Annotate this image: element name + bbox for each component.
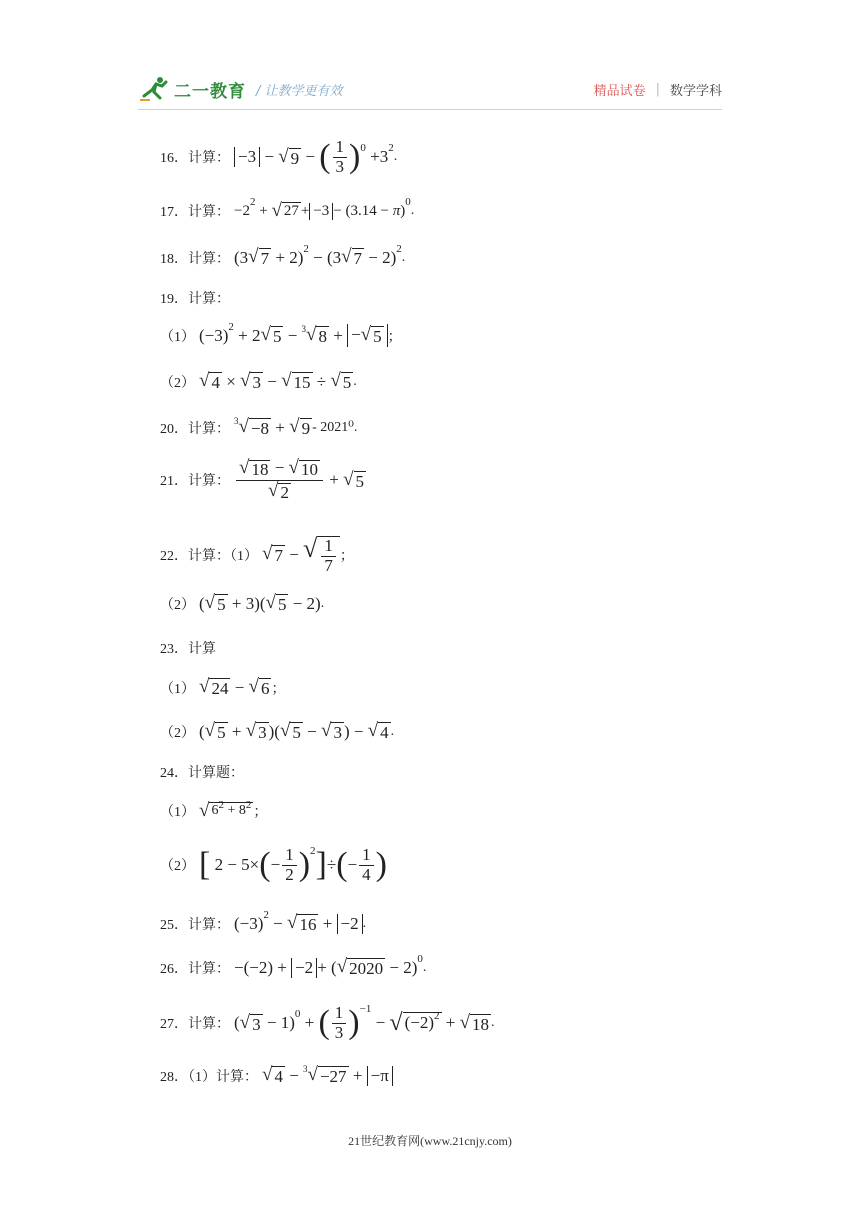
problem-19: [160, 288, 230, 308]
problem-tail: ；: [339, 548, 354, 564]
problem-19-part-1: [160, 320, 402, 347]
problem-tail: .: [410, 203, 415, 218]
math-expression: √ 4 − $^3$√ −27 + −π: [262, 1064, 393, 1087]
problem-18: [160, 242, 406, 269]
math-expression: −2 2 + √ 27 + −3 − (3.14 − π ) 0: [234, 196, 411, 221]
header-divider: [138, 109, 722, 110]
math-expression: (3 √ 7 + 2) 2 − (3 √ 7 − 2) 2: [234, 242, 402, 268]
problem-label: （2）: [160, 859, 195, 875]
problem-22-part-2: [160, 592, 324, 615]
problem-label: 19．计算：: [160, 292, 230, 307]
problem-label: 25．计算：: [160, 917, 230, 933]
problem-label: （2）: [160, 725, 195, 741]
tag-subject: 数学学科: [669, 84, 722, 99]
problem-label: 27．计算：: [160, 1017, 230, 1033]
problem-label: （2）: [160, 375, 195, 391]
problem-17: [160, 196, 415, 222]
problem-tail: ；: [253, 805, 268, 820]
problem-tail: - 2021⁰.: [312, 420, 358, 435]
problem-label: 23．计算: [160, 642, 216, 657]
problem-16: [160, 138, 397, 176]
problem-21: [160, 458, 366, 502]
problem-26: [160, 952, 427, 979]
problem-tail: .: [320, 595, 325, 611]
problem-label: 21．计算：: [160, 474, 230, 490]
problem-24-part-2: [160, 846, 387, 884]
page-footer: 21世纪教育网(www.21cnjy.com): [348, 1134, 512, 1148]
problem-25: [160, 908, 367, 935]
problem-23-part-2: [160, 720, 394, 743]
problem-27: [160, 1004, 495, 1042]
problem-label: （1）: [160, 805, 195, 820]
tag-separator: |: [655, 82, 660, 97]
problem-tail: .: [491, 1015, 495, 1031]
tag-quality-paper: 精品试卷: [593, 84, 646, 99]
math-expression: (−3) 2 + 2 √ 5 − $^3$√ 8 + − √ 5: [199, 324, 388, 347]
math-expression: √ 7 − √ $\frac{1}{7}$: [262, 534, 340, 575]
math-expression: ( √ 3 − 1) 0 + ( $\frac{1}{3}$ ) −1 − √ $(-2)^2$ + √ 18: [234, 1003, 490, 1042]
problem-label: 20．计算：: [160, 421, 230, 437]
problem-label: 26．计算：: [160, 961, 230, 977]
math-expression: (−3) 2 − √ 16 + −2: [234, 912, 363, 935]
math-expression: √ 24 − √ 6: [199, 676, 270, 698]
math-expression: ( √ 5 + √ 3 )( √ 5 − √ 3 ) − √ 4: [199, 720, 389, 742]
problem-label: （1）: [160, 681, 195, 697]
problem-22: [160, 534, 354, 575]
problem-label: 18．计算：: [160, 251, 230, 267]
problem-28: [160, 1064, 393, 1087]
problem-tail: .: [362, 915, 367, 931]
problem-tail: .: [353, 373, 357, 389]
logo: [138, 76, 343, 102]
runner-logo-icon: [138, 76, 172, 102]
header-tags: [594, 80, 722, 99]
math-expression: −(−2) + −2 + ( √ 2020 − 2) 0: [234, 952, 423, 978]
problem-tail: .: [401, 249, 406, 265]
math-expression: −3 − √ 9 − ( $\frac{1}{3}$ ) 0 +3 2: [234, 138, 394, 176]
problem-label: 28．（1）计算：: [160, 1069, 258, 1085]
problem-19-part-2: [160, 370, 357, 393]
problem-tail: ；: [271, 681, 286, 697]
page-header: [138, 72, 722, 106]
math-expression: $^3$√ −8 + √ 9: [234, 416, 311, 438]
brand-name: 二一教育: [174, 81, 246, 102]
problem-label: 17．计算：: [160, 205, 230, 220]
math-expression: √ 4 × √ 3 − √ 15 ÷ √ 5: [199, 370, 352, 392]
problem-label: （1）: [160, 329, 195, 345]
problem-24-part-1: [160, 800, 267, 822]
problem-23-part-1: [160, 676, 285, 699]
problem-tail: .: [422, 959, 427, 975]
problem-label: 24．计算题：: [160, 766, 244, 781]
problem-tail: .: [393, 149, 398, 165]
problem-23: [160, 638, 216, 658]
slogan: / 让教学更有效: [256, 83, 343, 99]
math-expression: √ $6^2 + 8^2$: [199, 799, 252, 821]
problem-tail: ；: [387, 329, 402, 345]
problem-20: [160, 416, 357, 439]
problem-label: （2）: [160, 597, 195, 613]
math-expression: ( √ 5 + 3)( √ 5 − 2): [199, 592, 321, 614]
problem-tail: .: [390, 723, 395, 739]
problem-24: [160, 762, 244, 782]
problem-label: 16．计算：: [160, 151, 230, 167]
problem-label: 22．计算：（1）: [160, 548, 258, 564]
math-expression: √ 18 − √ 10 √ 2 + √ 5: [234, 458, 366, 502]
math-expression: [ 2 − 5× ( − $\frac{1}{2}$ ) 2 ] ÷ ( − $\frac{1}{4}$ ): [199, 845, 387, 884]
